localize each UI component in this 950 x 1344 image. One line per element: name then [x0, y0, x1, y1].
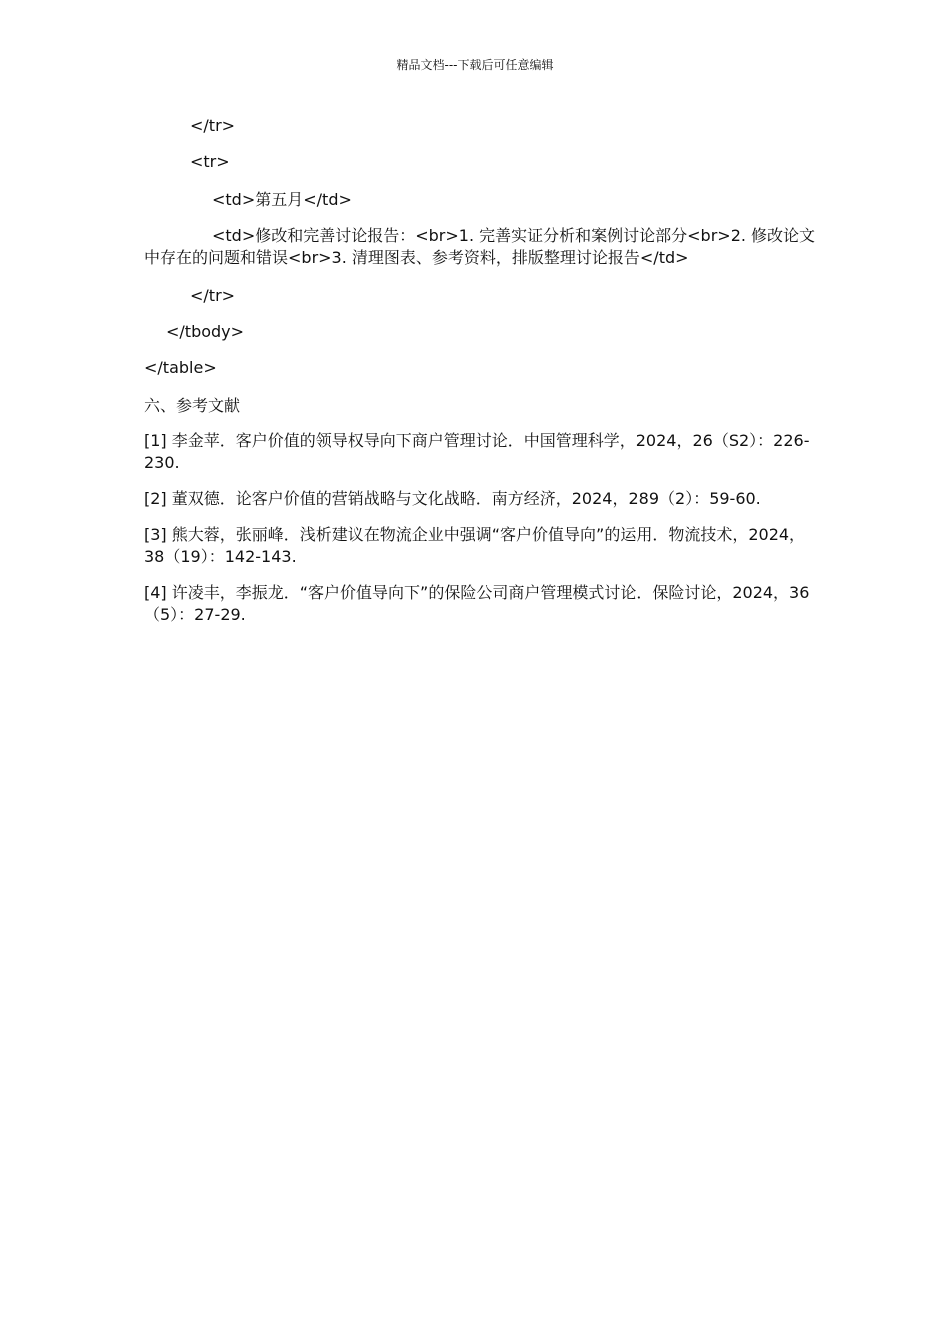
- code-line-tr-close-2: </tr>: [190, 286, 236, 305]
- code-line-td-tasks: <td>修改和完善讨论报告：<br>1. 完善实证分析和案例讨论部分<br>2. 修改论文中存在的问题和错误<br>3. 清理图表、参考资料，排版整理讨论报告</td>: [144, 226, 816, 267]
- code-line-tbody-close: </tbody>: [166, 322, 245, 341]
- document-body: [144, 115, 816, 640]
- code-line-table-close: </table>: [144, 358, 217, 377]
- reference-item: [4] 许凌丰，李振龙．“客户价值导向下”的保险公司商户管理模式讨论．保险讨论，2024，36（5）：27-29.: [144, 583, 810, 624]
- reference-item: [3] 熊大蓉，张丽峰．浅析建议在物流企业中强调“客户价值导向”的运用．物流技术，2024，38（19）：142-143.: [144, 525, 806, 566]
- reference-item: [1] 李金苹．客户价值的领导权导向下商户管理讨论．中国管理科学，2024，26（S2）：226-230.: [144, 431, 810, 472]
- code-line-td-month: <td>第五月</td>: [212, 190, 352, 209]
- reference-list: [144, 430, 816, 626]
- page-header: 精品文档---下载后可任意编辑: [396, 58, 554, 72]
- code-line-tr-close: </tr>: [190, 116, 236, 135]
- code-line-tr-open: <tr>: [190, 152, 230, 171]
- reference-item: [2] 董双德．论客户价值的营销战略与文化战略．南方经济，2024，289（2）：59-60.: [144, 489, 761, 508]
- references-heading: 六、参考文献: [144, 396, 241, 415]
